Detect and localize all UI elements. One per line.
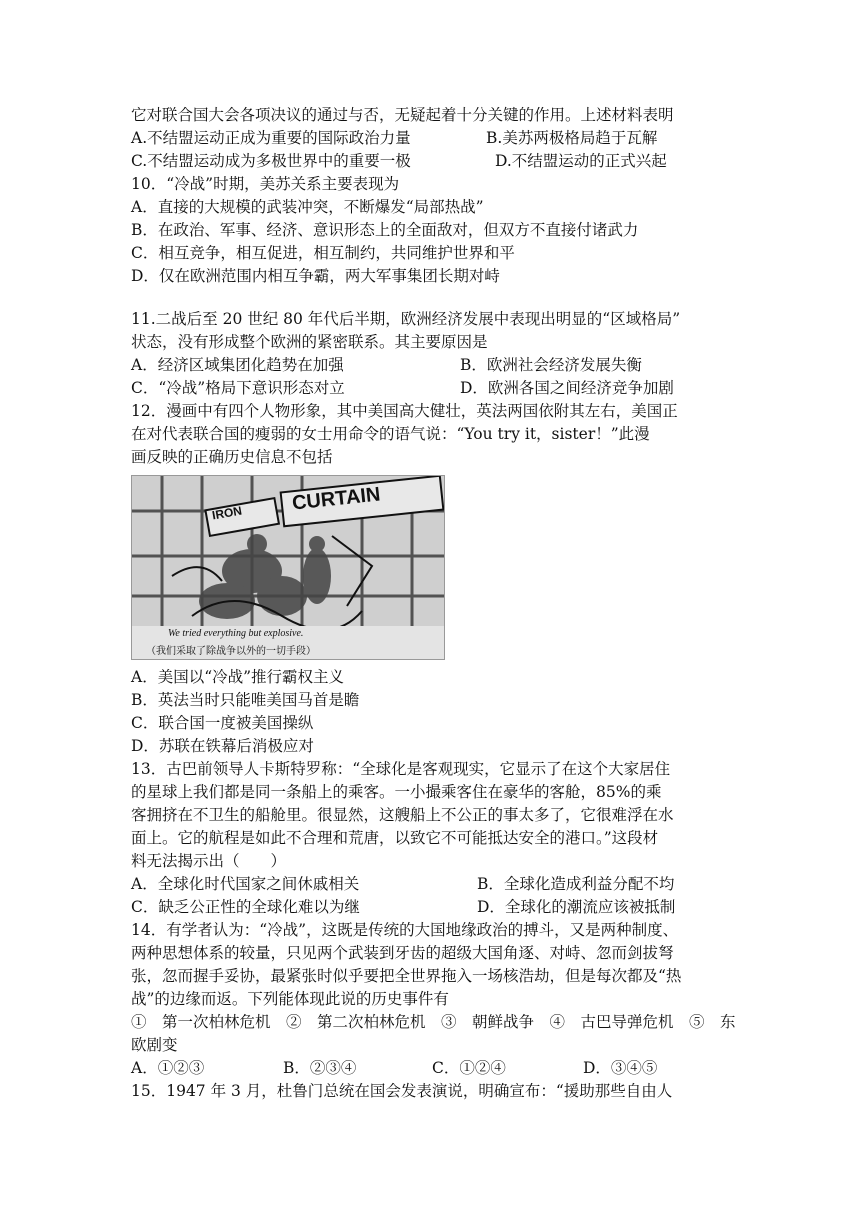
q14-stem-line2: 两种思想体系的较量，只见两个武装到牙齿的超级大国角逐、对峙、忽而剑拔弩 — [131, 944, 674, 962]
q9-option-c: C.不结盟运动成为多极世界中的重要一极 — [131, 152, 411, 170]
q12-stem-line1: 12．漫画中有四个人物形象，其中美国高大健壮，英法两国依附其左右，美国正 — [131, 402, 678, 420]
q11-stem-line2: 状态，没有形成整个欧洲的紧密联系。其主要原因是 — [131, 333, 488, 351]
q12-option-c: C．联合国一度被美国操纵 — [131, 714, 314, 732]
q15-stem-line1: 15．1947 年 3 月，杜鲁门总统在国会发表演说，明确宣布：“援助那些自由人 — [131, 1082, 673, 1100]
q12-option-b: B．英法当时只能唯美国马首是瞻 — [131, 691, 360, 709]
q13-option-b: B．全球化造成利益分配不均 — [477, 875, 675, 893]
q13-option-a: A．全球化时代国家之间休戚相关 — [131, 875, 360, 893]
q11-option-d: D．欧洲各国之间经济竞争加剧 — [460, 379, 674, 397]
q14-option-c: C．①②④ — [432, 1059, 506, 1077]
q11-option-c: C．“冷战”格局下意识形态对立 — [131, 379, 345, 397]
q14-stem-line3: 张，忽而握手妥协，最紧张时似乎要把全世界拖入一场核浩劫，但是每次都及“热 — [131, 967, 682, 985]
q14-option-b: B．②③④ — [283, 1059, 357, 1077]
q14-stem-line1: 14．有学者认为：“冷战”，这既是传统的大国地缘政治的搏斗，又是两种制度、 — [131, 921, 679, 939]
q10-option-d: D．仅在欧洲范围内相互争霸，两大军事集团长期对峙 — [131, 267, 500, 285]
q11-option-b: B．欧洲社会经济发展失衡 — [460, 356, 642, 374]
q11-stem-line1: 11.二战后至 20 世纪 80 年代后半期，欧洲经济发展中表现出明显的“区域格局” — [131, 310, 681, 328]
iron-curtain-cartoon — [131, 475, 445, 660]
q10-option-b: B．在政治、军事、经济、意识形态上的全面敌对，但双方不直接付诸武力 — [131, 221, 639, 239]
q14-option-d: D．③④⑤ — [583, 1059, 658, 1077]
q13-option-d: D．全球化的潮流应该被抵制 — [477, 898, 676, 916]
q13-stem-line2: 的星球上我们都是同一条船上的乘客。一小撮乘客住在豪华的客舱，85%的乘 — [131, 783, 662, 801]
cartoon-caption-en: We tried everything but explosive. — [168, 628, 304, 639]
q14-option-a: A．①②③ — [131, 1059, 205, 1077]
q10-option-c: C．相互竞争，相互促进，相互制约，共同维护世界和平 — [131, 244, 515, 262]
cartoon-word-iron: IRON — [211, 503, 243, 523]
q12-option-d: D．苏联在铁幕后消极应对 — [131, 737, 314, 755]
q9-option-b: B.美苏两极格局趋于瓦解 — [486, 129, 658, 147]
q10-stem: 10．“冷战”时期，美苏关系主要表现为 — [131, 175, 400, 193]
q12-stem-line3: 画反映的正确历史信息不包括 — [131, 448, 333, 466]
q13-stem-line5: 料无法揭示出（ ） — [131, 852, 287, 870]
q9-stem-tail: 它对联合国大会各项决议的通过与否，无疑起着十分关键的作用。上述材料表明 — [131, 106, 674, 124]
q14-stem-line4: 战”的边缘而返。下列能体现此说的历史事件有 — [131, 990, 449, 1008]
q14-events-line1: ① 第一次柏林危机 ② 第二次柏林危机 ③ 朝鲜战争 ④ 古巴导弹危机 ⑤ 东 — [131, 1013, 736, 1031]
q12-option-a: A．美国以“冷战”推行霸权主义 — [131, 668, 345, 686]
q9-option-a: A.不结盟运动正成为重要的国际政治力量 — [131, 129, 411, 147]
q14-events-line2: 欧剧变 — [131, 1036, 178, 1054]
cartoon-caption-cn: （我们采取了除战争以外的一切手段） — [146, 646, 316, 657]
q13-stem-line4: 面上。它的航程是如此不合理和荒唐，以致它不可能抵达安全的港口。”这段材 — [131, 829, 659, 847]
cartoon-word-curtain: CURTAIN — [291, 483, 382, 515]
q13-stem-line3: 客拥挤在不卫生的船舱里。很显然，这艘船上不公正的事太多了，它很难浮在水 — [131, 806, 674, 824]
q11-option-a: A．经济区域集团化趋势在加强 — [131, 356, 344, 374]
q12-stem-line2: 在对代表联合国的瘦弱的女士用命令的语气说：“You try it，sister！”此漫 — [131, 425, 650, 443]
q13-option-c: C．缺乏公正性的全球化难以为继 — [131, 898, 360, 916]
q10-option-a: A．直接的大规模的武装冲突，不断爆发“局部热战” — [131, 198, 484, 216]
q9-option-d: D.不结盟运动的正式兴起 — [495, 152, 667, 170]
q13-stem-line1: 13．古巴前领导人卡斯特罗称：“全球化是客观现实，它显示了在这个大家居住 — [131, 760, 671, 778]
